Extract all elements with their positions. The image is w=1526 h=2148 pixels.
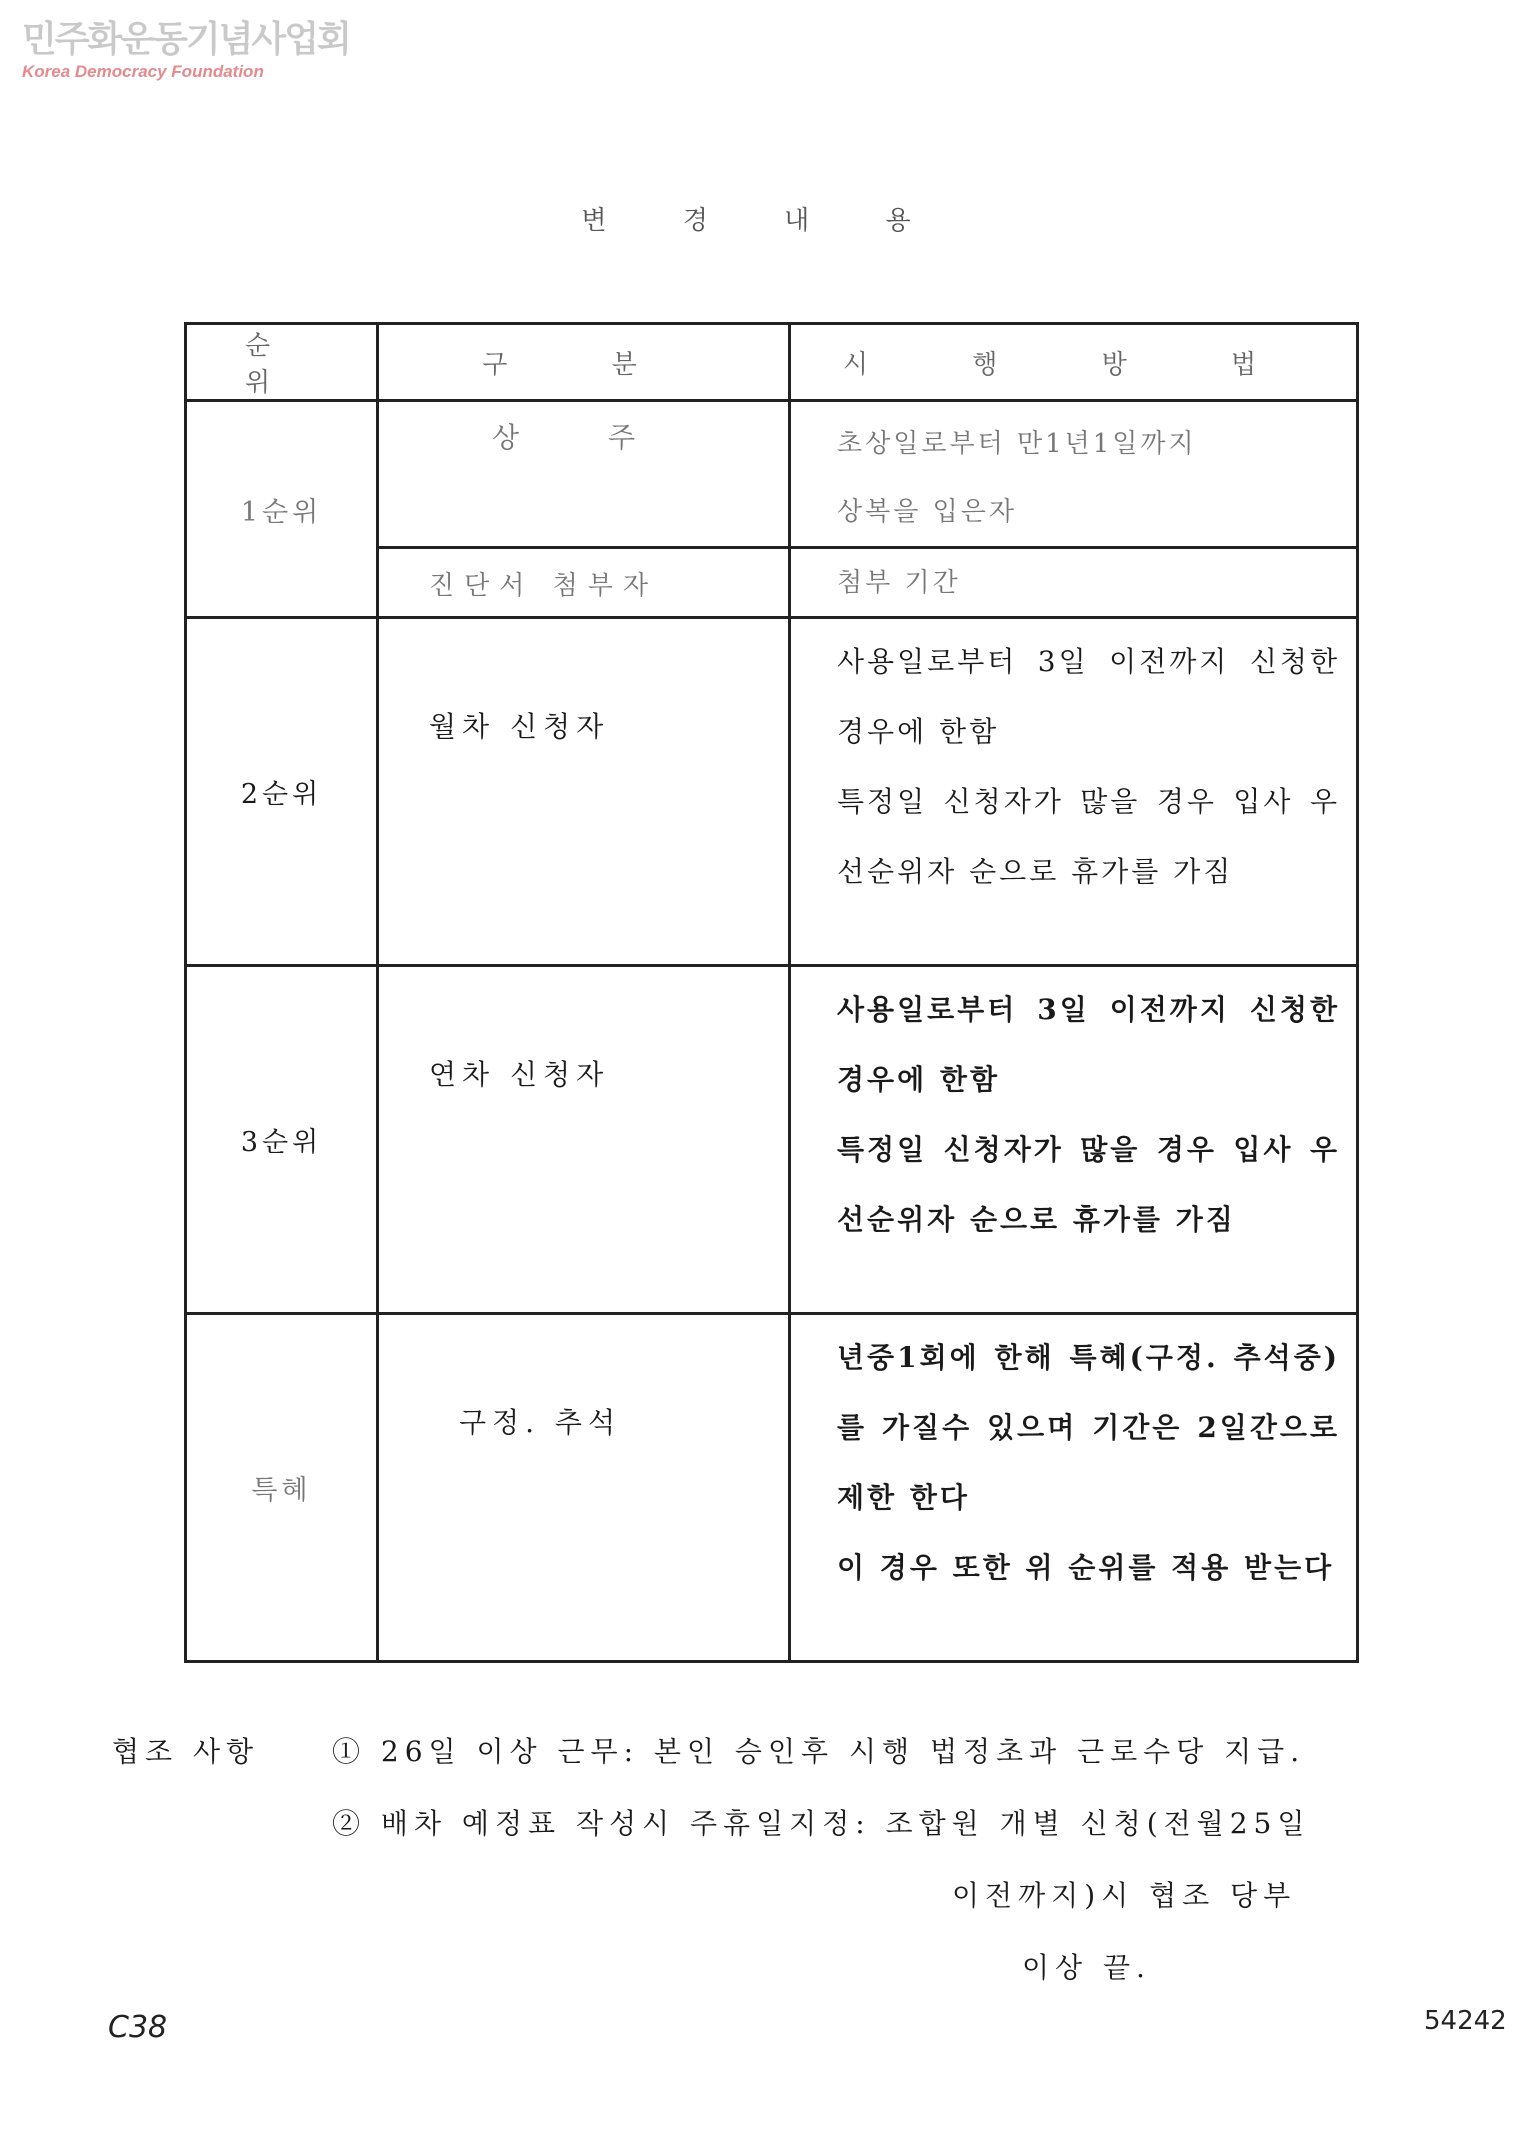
table-row <box>186 966 1358 1314</box>
method-line: 특정일 신청자가 많을 경우 입사 우선순위자 순으로 휴가를 가짐 <box>837 785 1340 888</box>
rank-cell: 1순위 <box>186 401 378 618</box>
method-line: 년중1회에 한해 특혜(구정. 추석중)를 가질수 있으며 기간은 2일간으로 제한 한다 <box>837 1341 1340 1514</box>
logo-english-text: Korea Democracy Foundation <box>22 62 264 81</box>
handwritten-page-mark: C38 <box>108 2010 168 2045</box>
rank-cell: 2순위 <box>186 618 378 966</box>
target-cell: 상 주 <box>378 401 790 548</box>
cooperation-label: 협조 사항 <box>112 1735 260 1768</box>
header-rank: 순 위 <box>186 324 378 401</box>
target-cell: 연차 신청자 <box>378 966 790 1314</box>
method-line: 이 경우 또한 위 순위를 적용 받는다 <box>837 1551 1335 1584</box>
table-row <box>186 401 1358 548</box>
foundation-logo <box>22 18 350 82</box>
target-cell: 구정. 추석 <box>378 1314 790 1662</box>
method-cell <box>790 966 1358 1314</box>
document-end-mark: 이상 끝. <box>1022 1951 1151 1984</box>
method-line: 첨부 기간 <box>837 568 961 598</box>
method-cell <box>790 401 1358 548</box>
method-line: 사용일로부터 3일 이전까지 신청한 경우에 한함 <box>837 993 1340 1096</box>
cooperation-item: ① 26일 이상 근무: 본인 승인후 시행 법정초과 근로수당 지급. <box>332 1735 1306 1768</box>
header-category: 구 분 <box>378 324 790 401</box>
rank-cell: 3순위 <box>186 966 378 1314</box>
method-cell <box>790 618 1358 966</box>
method-cell <box>790 1314 1358 1662</box>
logo-korean-text: 민주화운동기념사업회 <box>22 19 350 60</box>
priority-table <box>184 322 1359 1663</box>
document-title: 변 경 내 용 <box>581 206 945 236</box>
table-row <box>186 1314 1358 1662</box>
handwritten-document-number: 54242 <box>1424 2006 1507 2036</box>
method-line: 특정일 신청자가 많을 경우 입사 우선순위자 순으로 휴가를 가짐 <box>837 1133 1340 1236</box>
table-row <box>186 618 1358 966</box>
method-cell <box>790 548 1358 618</box>
header-method: 시 행 방 법 <box>790 324 1358 401</box>
target-cell: 진단서 첨부자 <box>378 548 790 618</box>
cooperation-item: 이전까지)시 협조 당부 <box>952 1879 1297 1912</box>
target-cell: 월차 신청자 <box>378 618 790 966</box>
method-line: 상복을 입은자 <box>837 497 1017 527</box>
method-line: 초상일로부터 만1년1일까지 <box>837 429 1197 459</box>
rank-cell: 특혜 <box>186 1314 378 1662</box>
table-header-row <box>186 324 1358 401</box>
method-line: 사용일로부터 3일 이전까지 신청한 경우에 한함 <box>837 645 1340 748</box>
cooperation-item: ② 배차 예정표 작성시 주휴일지정: 조합원 개별 신청(전월25일 <box>332 1807 1311 1840</box>
